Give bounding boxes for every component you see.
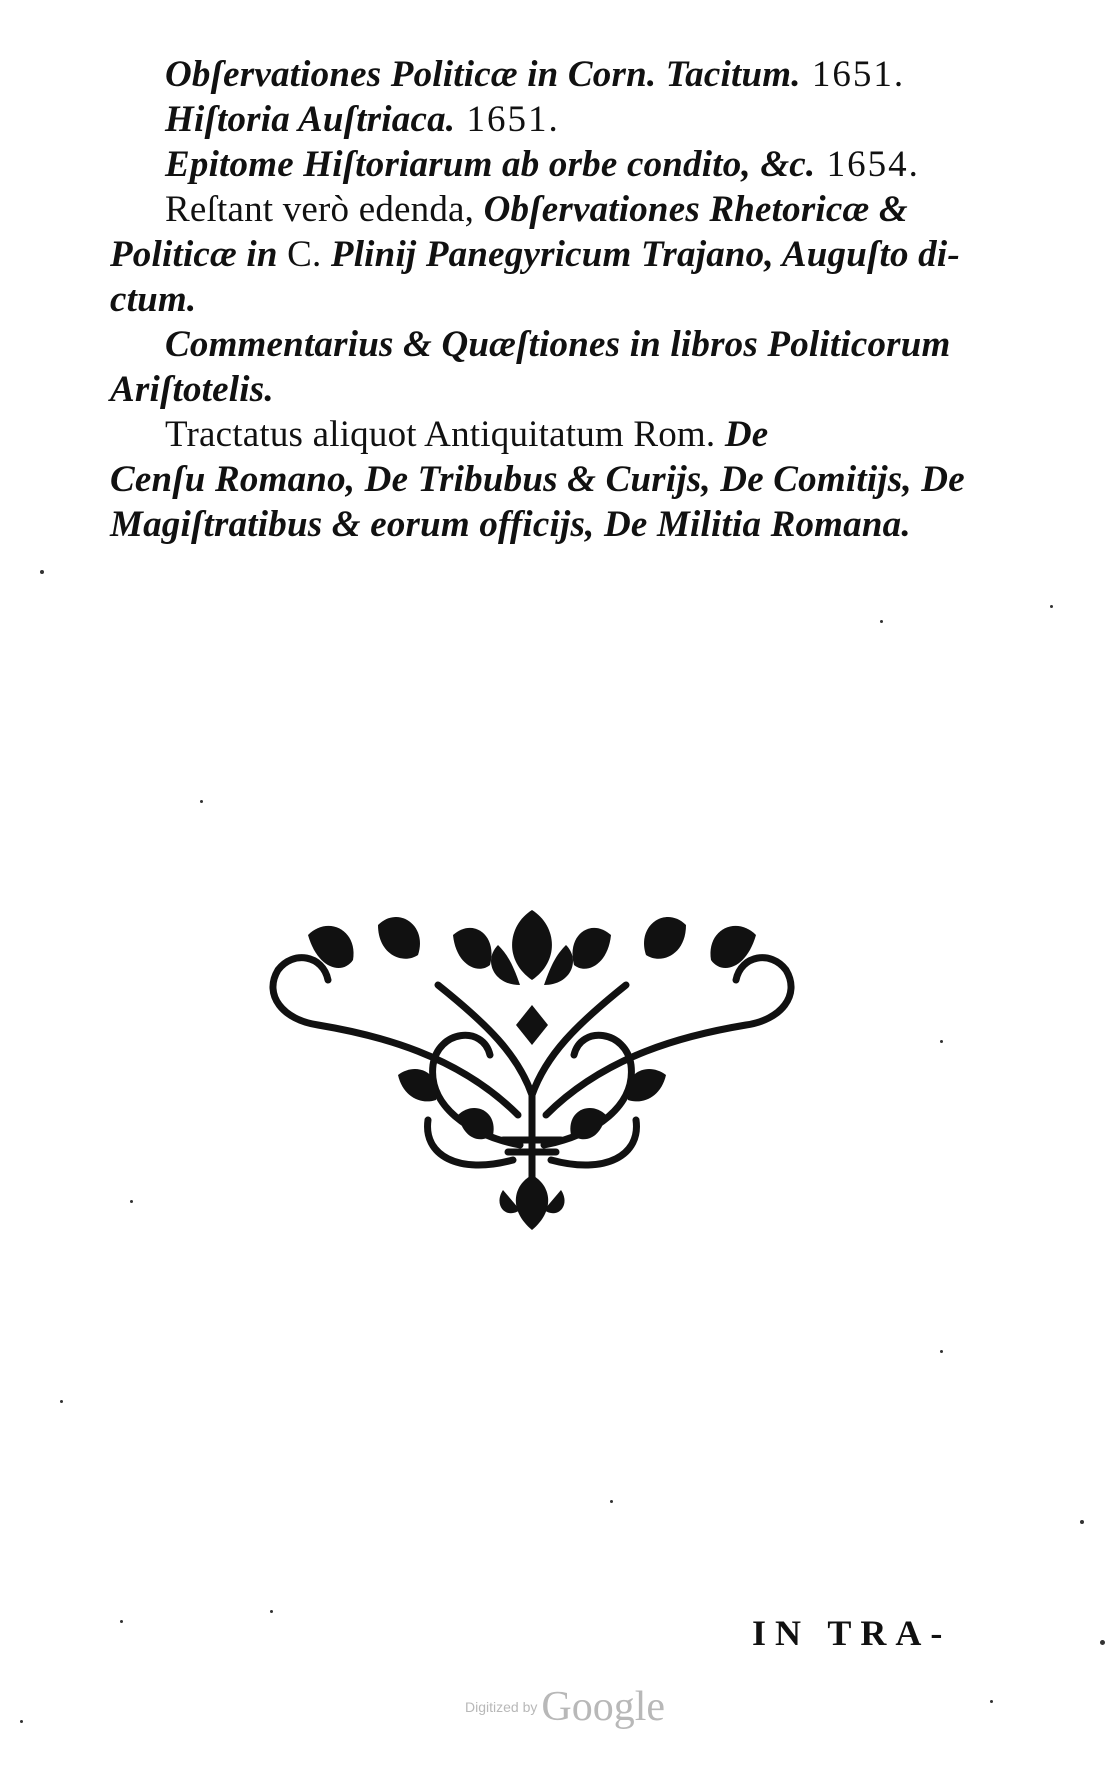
watermark-prefix: Digitized by: [465, 1699, 538, 1715]
text-span: De: [724, 414, 769, 455]
text-line-1: [110, 52, 1000, 97]
text-span: Ariſtotelis.: [110, 369, 274, 410]
text-span: 1651.: [800, 54, 906, 95]
speck: [940, 1350, 943, 1353]
text-line-5: [110, 232, 1000, 277]
text-block: [110, 52, 1000, 547]
text-line-4: [110, 187, 1000, 232]
speck: [610, 1500, 613, 1503]
text-span: Cenſu Romano, De Tribubus & Curijs, De Comitijs, De: [110, 459, 965, 500]
text-span: Politicæ in: [110, 234, 288, 275]
speck: [880, 620, 883, 623]
speck: [1080, 1520, 1084, 1524]
fleuron-ornament-icon: [258, 905, 806, 1235]
text-span: ctum.: [110, 279, 197, 320]
text-span: Hiſtoria Auſtriaca.: [165, 99, 456, 140]
text-span: Plinij Panegyricum Trajano, Auguſto di-: [330, 234, 960, 275]
text-span: Commentarius & Quæſtiones in libros Politicorum: [165, 324, 951, 365]
speck: [20, 1720, 23, 1723]
speck: [60, 1400, 63, 1403]
speck: [1100, 1640, 1105, 1645]
speck: [940, 1040, 943, 1043]
speck: [40, 570, 44, 574]
text-line-2: [110, 97, 1000, 142]
speck: [120, 1620, 123, 1623]
google-logo: Google: [541, 1684, 666, 1730]
text-line-9: [110, 412, 1000, 457]
text-span: Tractatus aliquot Antiquitatum Rom.: [165, 414, 725, 455]
text-line-8: [110, 367, 1000, 412]
text-line-11: [110, 502, 1000, 547]
speck: [130, 1200, 133, 1203]
text-line-7: [110, 322, 1000, 367]
text-span: Epitome Hiſtoriarum ab orbe condito, &c.: [165, 144, 816, 185]
speck: [200, 800, 203, 803]
text-span: C.: [287, 234, 331, 275]
text-span: Magiſtratibus & eorum officijs, De Militia Romana.: [110, 504, 911, 545]
text-span: Reſtant verò edenda,: [165, 189, 484, 230]
speck: [1050, 605, 1053, 608]
text-span: Obſervationes Rhetoricæ &: [483, 189, 908, 230]
text-span: 1651.: [455, 99, 560, 140]
catchword: IN TRA-: [752, 1613, 952, 1653]
text-line-6: [110, 277, 1000, 322]
speck: [270, 1610, 273, 1613]
text-span: Obſervationes Politicæ in Corn. Tacitum.: [165, 54, 801, 95]
text-line-10: [110, 457, 1000, 502]
text-line-3: [110, 142, 1000, 187]
speck: [990, 1700, 993, 1703]
digitized-by-google-watermark: [465, 1683, 665, 1731]
text-span: 1654.: [815, 144, 920, 185]
